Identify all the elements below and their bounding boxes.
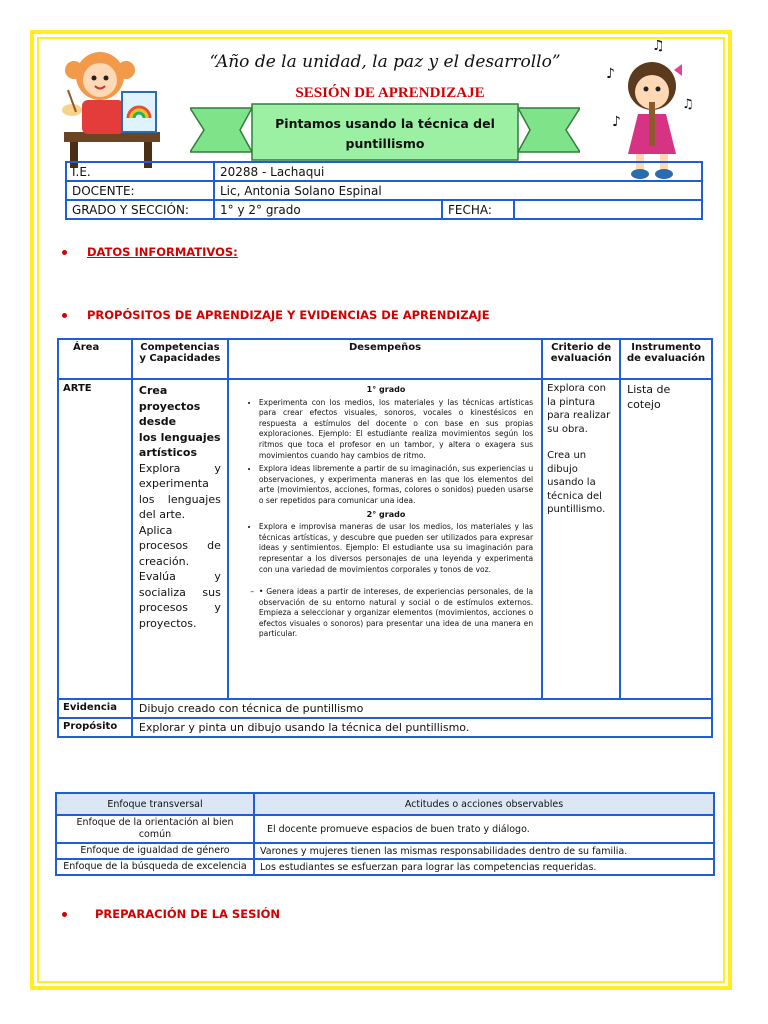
lesson-title: [270, 114, 500, 154]
grado-value: 1° y 2° grado: [214, 200, 442, 219]
enfoque-header: Enfoque transversal: [56, 793, 254, 815]
girl-painting-illustration: [52, 40, 172, 170]
purposes-table: [57, 338, 713, 738]
enfoque-3: Enfoque de la búsqueda de excelencia: [56, 859, 254, 875]
svg-text:♫: ♫: [652, 38, 665, 54]
capacidad-2: Aplica procesos de creación.: [138, 523, 221, 568]
accion-1: El docente promueve espacios de buen trato y diálogo.: [254, 815, 714, 843]
bullet-dot: [62, 912, 67, 917]
evidencia-label: Evidencia: [58, 699, 132, 718]
school-year-motto: “Año de la unidad, la paz y el desarrollo”: [209, 52, 561, 72]
competencias-cell: [132, 379, 228, 699]
competencia-line-1: Crea proyectos desde: [138, 384, 201, 428]
fecha-label: FECHA:: [442, 200, 514, 219]
desempenos-cell: [228, 379, 542, 699]
enfoque-1: Enfoque de la orientación al bien común: [56, 815, 254, 843]
criterio-2: Crea un dibujo usando la técnica del puntillismo.: [547, 450, 606, 515]
bullet-dot: [62, 313, 67, 318]
session-title: SESIÓN DE APRENDIZAJE: [295, 85, 485, 101]
svg-text:♪: ♪: [612, 114, 621, 130]
lesson-title-line-1: Pintamos usando la técnica del: [275, 116, 495, 131]
grade-2-heading: 2° grado: [366, 509, 406, 519]
accion-3: Los estudiantes se esfuerzan para lograr las competencias requeridas.: [254, 859, 714, 875]
section-propositos: [62, 308, 490, 322]
info-table: [65, 161, 703, 220]
area-value: ARTE: [58, 379, 132, 699]
evidencia-value: Dibujo creado con técnica de puntillismo: [132, 699, 712, 718]
grado-label: GRADO Y SECCIÓN:: [66, 200, 214, 219]
capacidad-1: Explora y experimenta los lenguajes del arte.: [138, 461, 221, 521]
header-area: Área: [58, 339, 132, 379]
section-datos-text: DATOS INFORMATIVOS:: [87, 245, 238, 259]
proposito-value: Explorar y pinta un dibujo usando la técnica del puntillismo.: [132, 718, 712, 737]
competencia-line-2: los lenguajes artísticos: [138, 430, 221, 459]
desempeno-2: • Explora ideas libremente a partir de su imaginación, sus experiencias u observaciones, y experimenta maneras en las que los elementos del arte (movimientos, acciones, formas, colores o sonidos) pueden usarse o ser repetidos para comunicar una idea.: [259, 464, 533, 506]
header-criterio: Criterio de evaluación: [542, 339, 620, 379]
header-competencias: Competencias y Capacidades: [132, 339, 228, 379]
grade-1-heading: 1° grado: [366, 385, 406, 394]
docente-value: Lic, Antonia Solano Espinal: [214, 181, 702, 200]
acciones-header: Actitudes o acciones observables: [254, 793, 714, 815]
capacidad-3: Evalúa y socializa sus procesos y proyectos.: [138, 570, 221, 630]
svg-text:♫: ♫: [682, 97, 694, 112]
bullet-dot: [62, 250, 67, 255]
instrumento-value: Lista de cotejo: [620, 379, 712, 699]
ie-label: I.E.: [66, 162, 214, 181]
ie-value: 20288 - Lachaqui: [214, 162, 702, 181]
enfoques-table: [55, 792, 715, 876]
section-preparacion-text: PREPARACIÓN DE LA SESIÓN: [95, 907, 281, 921]
lesson-title-line-2: puntillismo: [345, 136, 425, 151]
desempeno-3: • Explora e improvisa maneras de usar los medios, los materiales y las técnicas artísticas, y descubre que pueden ser utilizados para expresar ideas y sentimientos. Ejemplo: El estudiante usa su imaginación para representar a los diversos personajes de una leyenda y experimenta con una variedad de movimientos corporales y tonos de voz.: [259, 522, 533, 575]
section-preparacion: [62, 907, 280, 921]
section-propositos-text: PROPÓSITOS DE APRENDIZAJE Y EVIDENCIAS DE APRENDIZAJE: [87, 308, 490, 322]
section-datos-informativos: [62, 245, 238, 259]
header-instrumento: Instrumento de evaluación: [620, 339, 712, 379]
header-desempenos: Desempeños: [228, 339, 542, 379]
criterio-1: Explora con la pintura para realizar su obra.: [547, 383, 611, 435]
proposito-label: Propósito: [58, 718, 132, 737]
accion-2: Varones y mujeres tienen las mismas responsabilidades dentro de su familia.: [254, 843, 714, 859]
svg-text:♪: ♪: [606, 66, 615, 82]
enfoque-2: Enfoque de igualdad de género: [56, 843, 254, 859]
criterio-cell: [542, 379, 620, 699]
desempeno-1: • Experimenta con los medios, los materiales y las técnicas artísticas para crear efectos visuales, sonoros, vocales o kinestésicos en respuesta a estímulos del docente o con base en sus propias exploraciones. Ejemplo: El estudiante realiza movimientos según los ritmos que toca el profesor en un tambor, y altera o exagera sus movimientos cuando hay cambios de ritmo.: [259, 398, 533, 462]
fecha-value: [514, 200, 702, 219]
docente-label: DOCENTE:: [66, 181, 214, 200]
desempeno-4: – • Genera ideas a partir de intereses, de experiencias personales, de la observación de su entorno natural y social o de estímulos externos. Empieza a seleccionar y organizar elementos (movimientos, acciones o efectos visuales o sonoros) para presentar una idea de una manera en particular.: [259, 587, 533, 640]
